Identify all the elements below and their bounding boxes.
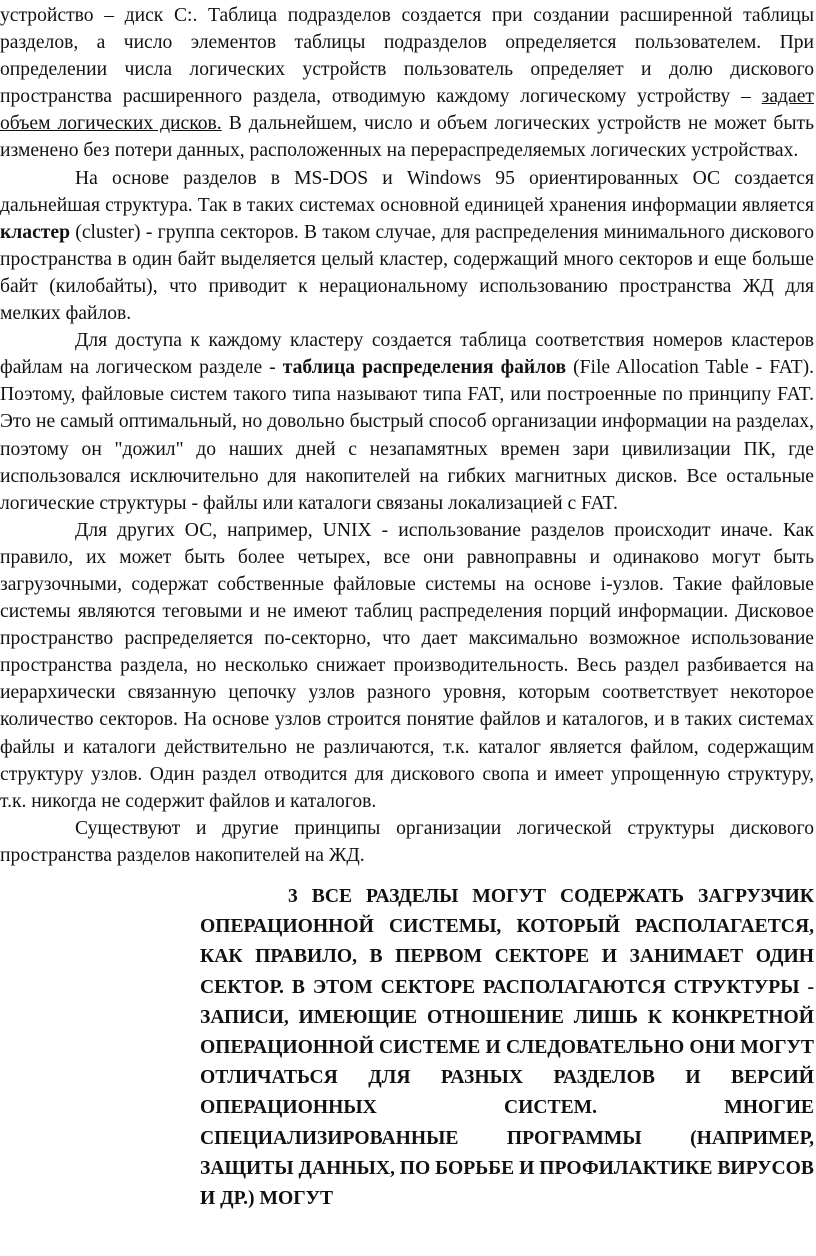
term-fat: таблица распределения файлов [282,357,567,379]
text-run: В дальнейшем, число и объем логических устройств не может быть изменено без потери данных, расположенных на перераспределяемых логических устройствах. [0,113,814,162]
text-run: устройство – диск С:. Таблица подразделов создается при создании расширенной таблицы разделов, а число элементов таблицы подразделов определяется пользователем. При определении числа логических устройств пользователь определяет и долю дискового пространства расширенного раздела, отводимую каждому логическому устройству – [0,5,814,108]
paragraph-unix: Для других ОС, например, UNIX - использование разделов происходит иначе. Как правило, их может быть более четырех, все они равноправны и одинаково могут быть загрузочными, содержат собственные файловые системы на основе i-узлов. Такие файловые системы являются теговыми и не имеют таблиц распределения порций информации. Дисковое пространство распределяется по-секторно, что дает максимально возможное использование пространства раздела, но несколько снижает производительность. Весь раздел разбивается на иерархически связанную цепочку узлов разного уровня, которым соответствует некоторое количество секторов. На основе узлов строится понятие файлов и каталогов, и в таких системах файлы и каталоги действительно не различаются, т.к. каталог является файлом, содержащим структуру узлов. Один раздел отводится для дискового свопа и имеет упрощенную структуру, т.к. никогда не содержит файлов и каталогов. [0,519,814,812]
paragraph-cluster [0,165,814,328]
heading-text: ВСЕ РАЗДЕЛЫ МОГУТ СОДЕРЖАТЬ ЗАГРУЗЧИК ОПЕРАЦИОННОЙ СИСТЕМЫ, КОТОРЫЙ РАСПОЛАГАЕТСЯ, КАК ПРАВИЛО, В ПЕРВОМ СЕКТОРЕ И ЗАНИМАЕТ ОДИН СЕКТОР. В ЭТОМ СЕКТОРЕ РАСПОЛАГАЮТСЯ СТРУКТУРЫ - ЗАПИСИ, ИМЕЮЩИЕ ОТНОШЕНИЕ ЛИШЬ К КОНКРЕТНОЙ ОПЕРАЦИОННОЙ СИСТЕМЕ И СЛЕДОВАТЕЛЬНО ОНИ МОГУТ ОТЛИЧАТЬСЯ ДЛЯ РАЗНЫХ РАЗДЕЛОВ И ВЕРСИЙ ОПЕРАЦИОННЫХ СИСТЕМ. МНОГИЕ СПЕЦИАЛИЗИРОВАННЫЕ ПРОГРАММЫ (НАПРИМЕР, ЗАЩИТЫ ДАННЫХ, ПО БОРЬБЕ И ПРОФИЛАКТИКЕ ВИРУСОВ И ДР.) МОГУТ [200,886,814,1210]
underlined-phrase: задает объем логических дисков. [0,86,814,135]
term-cluster: кластер [0,221,70,243]
paragraph-partitions [0,2,814,165]
text-run: На основе разделов в MS-DOS и Windows 95 ориентированных ОС создается дальнейшая структура. Так в таких системах основной единицей хранения информации является [0,167,814,216]
heading-number: 3 [288,886,298,907]
text-run: Для доступа к каждому кластеру создается таблица соответствия номеров кластеров файлам на логическом разделе - [0,330,814,379]
text-run: (File Allocation Table - FAT). Поэтому, файловые систем такого типа называют типа FAT, или построенные по принципу FAT. Это не самый оптимальный, но довольно быстрый способ организации информации на разделах, поэтому он "дожил" до наших дней с незапамятных времен зари цивилизации ПК, где использовался исключительно для накопителей на гибких магнитных дисков. Все остальные логические структуры - файлы или каталоги связаны локализацией с FAT. [0,357,815,514]
text-run: (cluster) - группа секторов. В таком случае, для распределения минимального дискового пространства в один байт выделяется целый кластер, содержащий много секторов и еще больше байт (килобайты), что приводит к нерациональному использованию пространства ЖД для мелких файлов. [0,221,814,325]
section-heading [200,882,814,1214]
paragraph-fat [0,327,814,517]
paragraph-other-principles: Существуют и другие принципы организации логической структуры дискового пространства разделов накопителей на ЖД. [0,817,814,866]
